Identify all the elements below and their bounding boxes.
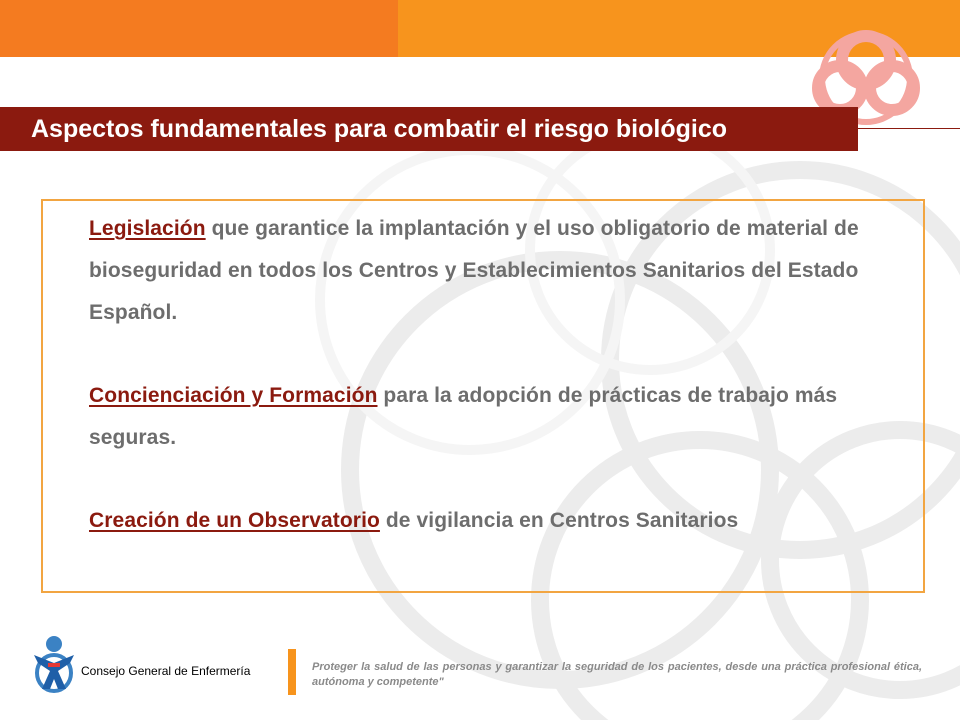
list-item-awareness (89, 375, 889, 459)
item-text: para la adopción de prácticas de trabajo más seguras. (89, 384, 838, 449)
item-lead: Concienciación y Formación (89, 384, 378, 407)
list-item-legislation (89, 208, 889, 334)
item-lead: Creación de un Observatorio (89, 509, 380, 532)
item-text: que garantice la implantación y el uso obligatorio de material de bioseguridad en todos los Centros y Establecimientos Sanitarios del Estado Español. (89, 217, 859, 324)
page-title: Aspectos fundamentales para combatir el riesgo biológico (31, 114, 727, 143)
footer-motto: Proteger la salud de las personas y garantizar la seguridad de los pacientes, desde una práctica profesional ética, autónoma y competente" (312, 661, 922, 688)
title-rule (858, 128, 960, 129)
title-bar (0, 107, 858, 151)
item-lead: Legislación (89, 217, 206, 240)
footer-organization: Consejo General de Enfermería (81, 664, 251, 678)
nursing-council-logo-icon (30, 633, 78, 695)
list-item-observatory (89, 500, 889, 542)
item-text: de vigilancia en Centros Sanitarios (379, 509, 739, 532)
footer-divider (288, 649, 296, 695)
